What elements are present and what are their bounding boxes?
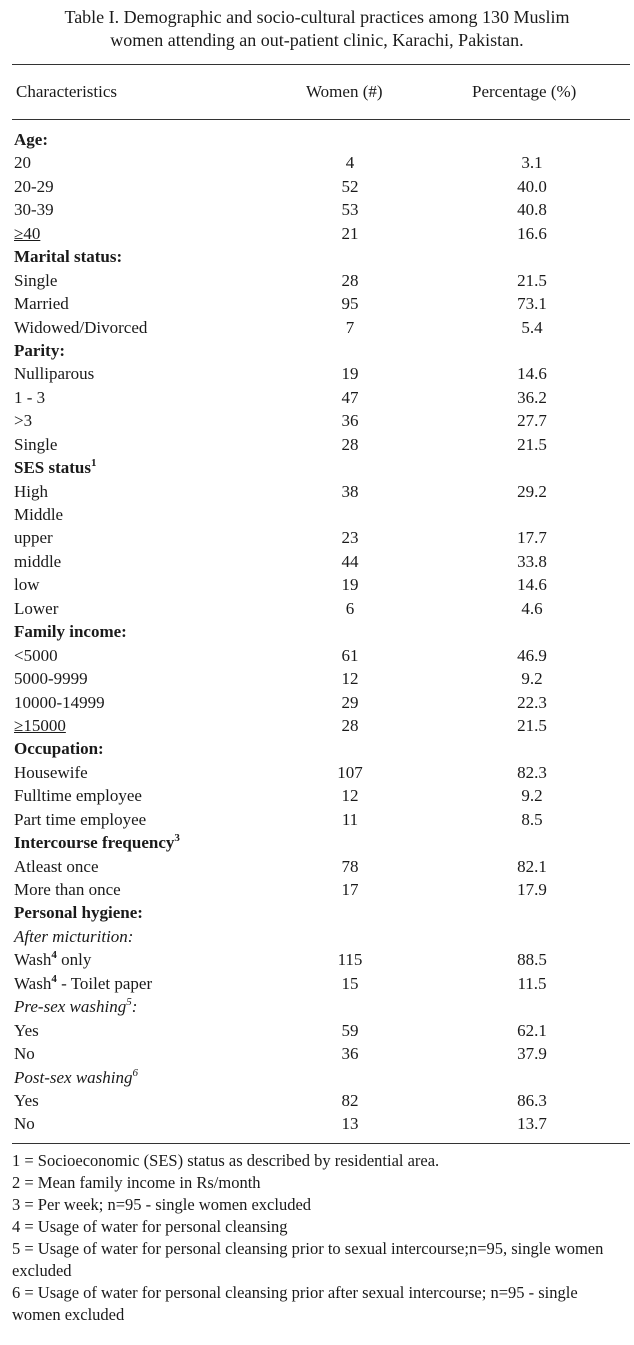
row-label	[14, 269, 57, 292]
row-label	[14, 1089, 39, 1112]
row-label	[14, 597, 58, 620]
women-count-cell: 29	[341, 692, 359, 712]
percentage-cell: 27.7	[517, 411, 547, 431]
caption-line-2: women attending an out-patient clinic, Karachi, Pakistan.	[110, 30, 524, 50]
row-label	[14, 1042, 35, 1065]
row-label	[14, 175, 54, 198]
row-label-text: High	[14, 481, 48, 501]
row-label	[14, 245, 122, 268]
table-caption	[0, 6, 634, 52]
women-count-cell: 17	[341, 880, 359, 899]
header-rule	[12, 119, 630, 120]
row-label-text: 1 - 3	[14, 387, 46, 407]
table-row	[0, 526, 634, 549]
footnote-marker: 4	[51, 949, 57, 962]
table-row	[0, 409, 634, 432]
row-label-text: ≥40	[14, 223, 41, 243]
row-label-text: 20-29	[14, 176, 54, 196]
women-count-cell: 6	[345, 598, 355, 618]
row-label	[14, 526, 53, 549]
table-row	[0, 151, 634, 174]
percentage-cell: 37.9	[517, 1044, 547, 1064]
women-count-cell: 95	[341, 294, 359, 314]
section-row	[0, 620, 634, 643]
footnote: 6 = Usage of water for personal cleansing prior after sexual intercourse; n=95 - single women excluded	[12, 1283, 578, 1324]
row-label	[14, 550, 61, 573]
percentage-cell: 14.6	[517, 364, 547, 384]
women-count-cell: 13	[341, 1114, 359, 1134]
percentage-cell: 29.2	[517, 481, 547, 501]
table-row	[0, 1112, 634, 1135]
women-count-cell: 28	[341, 270, 359, 290]
women-count-cell: 47	[341, 387, 359, 407]
percentage-cell: 62.1	[517, 1020, 547, 1040]
row-label	[14, 878, 121, 901]
row-label-text: Wash	[14, 973, 52, 993]
women-count-cell: 28	[341, 715, 359, 735]
row-label	[14, 644, 58, 667]
table-row	[0, 667, 634, 690]
bottom-rule	[12, 1143, 630, 1144]
row-label	[14, 456, 97, 479]
row-label-text: Family income:	[14, 622, 127, 642]
percentage-cell: 8.5	[521, 809, 543, 829]
table-row	[0, 761, 634, 784]
row-label-text: More than once	[14, 880, 121, 899]
table-row	[0, 948, 634, 971]
table-row	[0, 784, 634, 807]
women-count-cell: 115	[337, 950, 363, 970]
women-count-cell: 19	[341, 364, 359, 384]
percentage-cell: 46.9	[517, 645, 547, 665]
header-characteristics: Characteristics	[16, 82, 118, 101]
row-label-text: 10000-14999	[14, 692, 105, 712]
row-label	[14, 925, 133, 948]
row-label	[14, 1112, 35, 1135]
subsection-row	[0, 1066, 634, 1089]
row-label-text: Parity:	[14, 340, 65, 360]
table-row	[0, 222, 634, 245]
row-label	[14, 480, 48, 503]
percentage-cell: 86.3	[517, 1090, 547, 1110]
percentage-cell: 88.5	[517, 950, 547, 970]
percentage-cell: 40.8	[517, 200, 547, 220]
row-label-text: Married	[14, 294, 69, 314]
women-count-cell: 38	[341, 481, 359, 501]
row-label	[14, 831, 180, 854]
women-count-cell: 59	[341, 1020, 359, 1040]
row-label	[14, 948, 91, 971]
row-label	[14, 737, 104, 760]
row-label-text: >3	[14, 411, 33, 431]
women-count-cell: 78	[341, 856, 359, 876]
section-row	[0, 831, 634, 854]
percentage-cell: 5.4	[521, 317, 543, 337]
row-label-text: SES status	[14, 458, 92, 478]
row-label-text: Single	[14, 270, 58, 290]
row-label	[14, 808, 146, 831]
percentage-cell: 9.2	[521, 669, 543, 689]
row-label	[14, 198, 54, 221]
footnote: 2 = Mean family income in Rs/month	[12, 1173, 261, 1192]
row-label	[14, 151, 31, 174]
percentage-cell: 36.2	[517, 387, 547, 407]
table-row	[0, 386, 634, 409]
women-count-cell: 44	[341, 551, 359, 571]
row-label-text: Nulliparous	[14, 364, 95, 384]
row-label	[14, 409, 32, 432]
row-label	[14, 1019, 39, 1042]
row-label	[14, 784, 142, 807]
row-label	[14, 714, 66, 737]
row-label	[14, 1066, 138, 1089]
footnote: 5 = Usage of water for personal cleansing prior to sexual intercourse;n=95, single women excluded	[12, 1239, 604, 1280]
row-label-suffix: only	[56, 950, 92, 970]
row-label-text: Post-sex washing	[14, 1067, 133, 1087]
percentage-cell: 13.7	[517, 1114, 547, 1134]
row-label-text: Occupation:	[14, 739, 104, 759]
row-label-suffix: :	[131, 997, 138, 1017]
percentage-cell: 22.3	[517, 692, 547, 712]
table-row	[0, 573, 634, 596]
table-row	[0, 972, 634, 995]
table-row	[0, 480, 634, 503]
table-row	[0, 316, 634, 339]
footnote-marker: 4	[51, 972, 57, 985]
percentage-cell: 3.1	[521, 153, 543, 173]
percentage-cell: 33.8	[517, 551, 547, 571]
row-label	[14, 128, 48, 151]
table-row	[0, 550, 634, 573]
row-label-text: upper	[14, 528, 53, 548]
women-count-cell: 61	[341, 645, 359, 665]
top-rule	[12, 64, 630, 65]
percentage-cell: 9.2	[521, 786, 543, 806]
percentage-cell: 11.5	[517, 973, 547, 993]
table-row	[0, 503, 634, 526]
women-count-cell: 21	[341, 223, 359, 243]
row-label-text: Fulltime employee	[14, 786, 142, 806]
row-label-text: Single	[14, 434, 58, 454]
row-label-text: middle	[14, 551, 62, 571]
table-row	[0, 1089, 634, 1112]
table-row	[0, 878, 634, 901]
row-label	[14, 573, 40, 596]
percentage-cell: 17.7	[517, 528, 547, 548]
row-label-text: ≥15000	[14, 715, 66, 735]
row-label-suffix: - Toilet paper	[56, 973, 153, 993]
row-label-text: Housewife	[14, 762, 88, 782]
row-label-text: Marital status:	[14, 247, 123, 267]
footnote: 4 = Usage of water for personal cleansing	[12, 1217, 288, 1236]
percentage-cell: 16.6	[517, 223, 547, 243]
section-row	[0, 901, 634, 924]
table-row	[0, 644, 634, 667]
percentage-cell: 17.9	[517, 880, 547, 899]
row-label-text: Yes	[14, 1020, 39, 1040]
row-label-text: low	[14, 575, 40, 595]
section-row	[0, 737, 634, 760]
women-count-cell: 12	[341, 786, 359, 806]
row-label	[14, 620, 127, 643]
table-row	[0, 433, 634, 456]
table-row	[0, 292, 634, 315]
row-label	[14, 503, 63, 526]
footnote-marker: 3	[174, 832, 180, 845]
women-count-cell: 7	[345, 317, 355, 337]
row-label	[14, 316, 147, 339]
row-label-text: After micturition:	[14, 926, 134, 946]
row-label	[14, 339, 65, 362]
women-count-cell: 107	[337, 762, 363, 782]
row-label-text: Widowed/Divorced	[14, 317, 148, 337]
row-label-text: Atleast once	[14, 856, 99, 876]
table-body	[0, 128, 634, 1136]
table-row	[0, 808, 634, 831]
women-count-cell: 11	[341, 809, 359, 829]
header-women-count: Women (#)	[306, 82, 383, 101]
percentage-cell: 73.1	[517, 294, 547, 314]
women-count-cell: 82	[341, 1090, 359, 1110]
footnote: 1 = Socioeconomic (SES) status as described by residential area.	[12, 1151, 440, 1170]
row-label-text: <5000	[14, 645, 58, 665]
footnote-marker: 5	[126, 996, 132, 1009]
caption-line-1: Table I. Demographic and socio-cultural practices among 130 Muslim	[64, 7, 570, 27]
table-row	[0, 855, 634, 878]
row-label-text: Age:	[14, 130, 48, 149]
table-row	[0, 362, 634, 385]
row-label-text: Pre-sex washing	[14, 997, 127, 1017]
row-label-text: Yes	[14, 1090, 39, 1110]
row-label	[14, 995, 137, 1018]
women-count-cell: 28	[341, 434, 359, 454]
table-row	[0, 691, 634, 714]
percentage-cell: 14.6	[517, 575, 547, 595]
subsection-row	[0, 995, 634, 1018]
row-label-text: Wash	[14, 950, 52, 970]
table-row	[0, 269, 634, 292]
row-label	[14, 433, 57, 456]
section-row	[0, 128, 634, 151]
row-label-text: Middle	[14, 505, 64, 524]
women-count-cell: 53	[341, 200, 359, 220]
row-label	[14, 222, 40, 245]
percentage-cell: 21.5	[517, 715, 547, 735]
row-label-text: Lower	[14, 598, 59, 618]
women-count-cell: 36	[341, 411, 359, 431]
footnote-marker: 1	[91, 457, 97, 470]
row-label-text: 30-39	[14, 200, 54, 220]
row-label	[14, 761, 88, 784]
footnote-marker: 6	[132, 1066, 139, 1079]
women-count-cell: 12	[341, 669, 359, 689]
table-row	[0, 175, 634, 198]
percentage-cell: 21.5	[517, 434, 547, 454]
women-count-cell: 15	[341, 973, 359, 993]
row-label-text: No	[14, 1114, 35, 1134]
percentage-cell: 82.1	[517, 856, 547, 876]
table-row	[0, 714, 634, 737]
row-label-text: 5000-9999	[14, 669, 88, 689]
table-row	[0, 1019, 634, 1042]
percentage-cell: 40.0	[517, 176, 547, 196]
row-label-text: No	[14, 1044, 35, 1064]
footnote: 3 = Per week; n=95 - single women excluded	[12, 1195, 312, 1214]
table-row	[0, 1042, 634, 1065]
women-count-cell: 23	[341, 528, 359, 548]
section-row	[0, 245, 634, 268]
women-count-cell: 4	[345, 153, 355, 173]
row-label	[14, 362, 94, 385]
row-label	[14, 855, 99, 878]
percentage-cell: 4.6	[521, 598, 543, 618]
row-label-text: Part time employee	[14, 809, 147, 829]
row-label	[14, 386, 45, 409]
section-row	[0, 339, 634, 362]
percentage-cell: 21.5	[517, 270, 547, 290]
women-count-cell: 19	[341, 575, 359, 595]
percentage-cell: 82.3	[517, 762, 547, 782]
row-label	[14, 292, 69, 315]
row-label	[14, 691, 105, 714]
women-count-cell: 36	[341, 1044, 359, 1064]
table-header	[0, 82, 634, 106]
row-label-text: Personal hygiene:	[14, 903, 143, 923]
table-row	[0, 198, 634, 221]
table-row	[0, 597, 634, 620]
women-count-cell: 52	[341, 176, 359, 196]
subsection-row	[0, 925, 634, 948]
row-label	[14, 667, 88, 690]
row-label-text: 20	[14, 153, 31, 173]
row-label	[14, 972, 152, 995]
row-label	[14, 901, 143, 924]
header-percentage: Percentage (%)	[472, 82, 577, 101]
section-row	[0, 456, 634, 479]
footnotes	[12, 1150, 627, 1326]
row-label-text: Intercourse frequency	[14, 833, 175, 853]
